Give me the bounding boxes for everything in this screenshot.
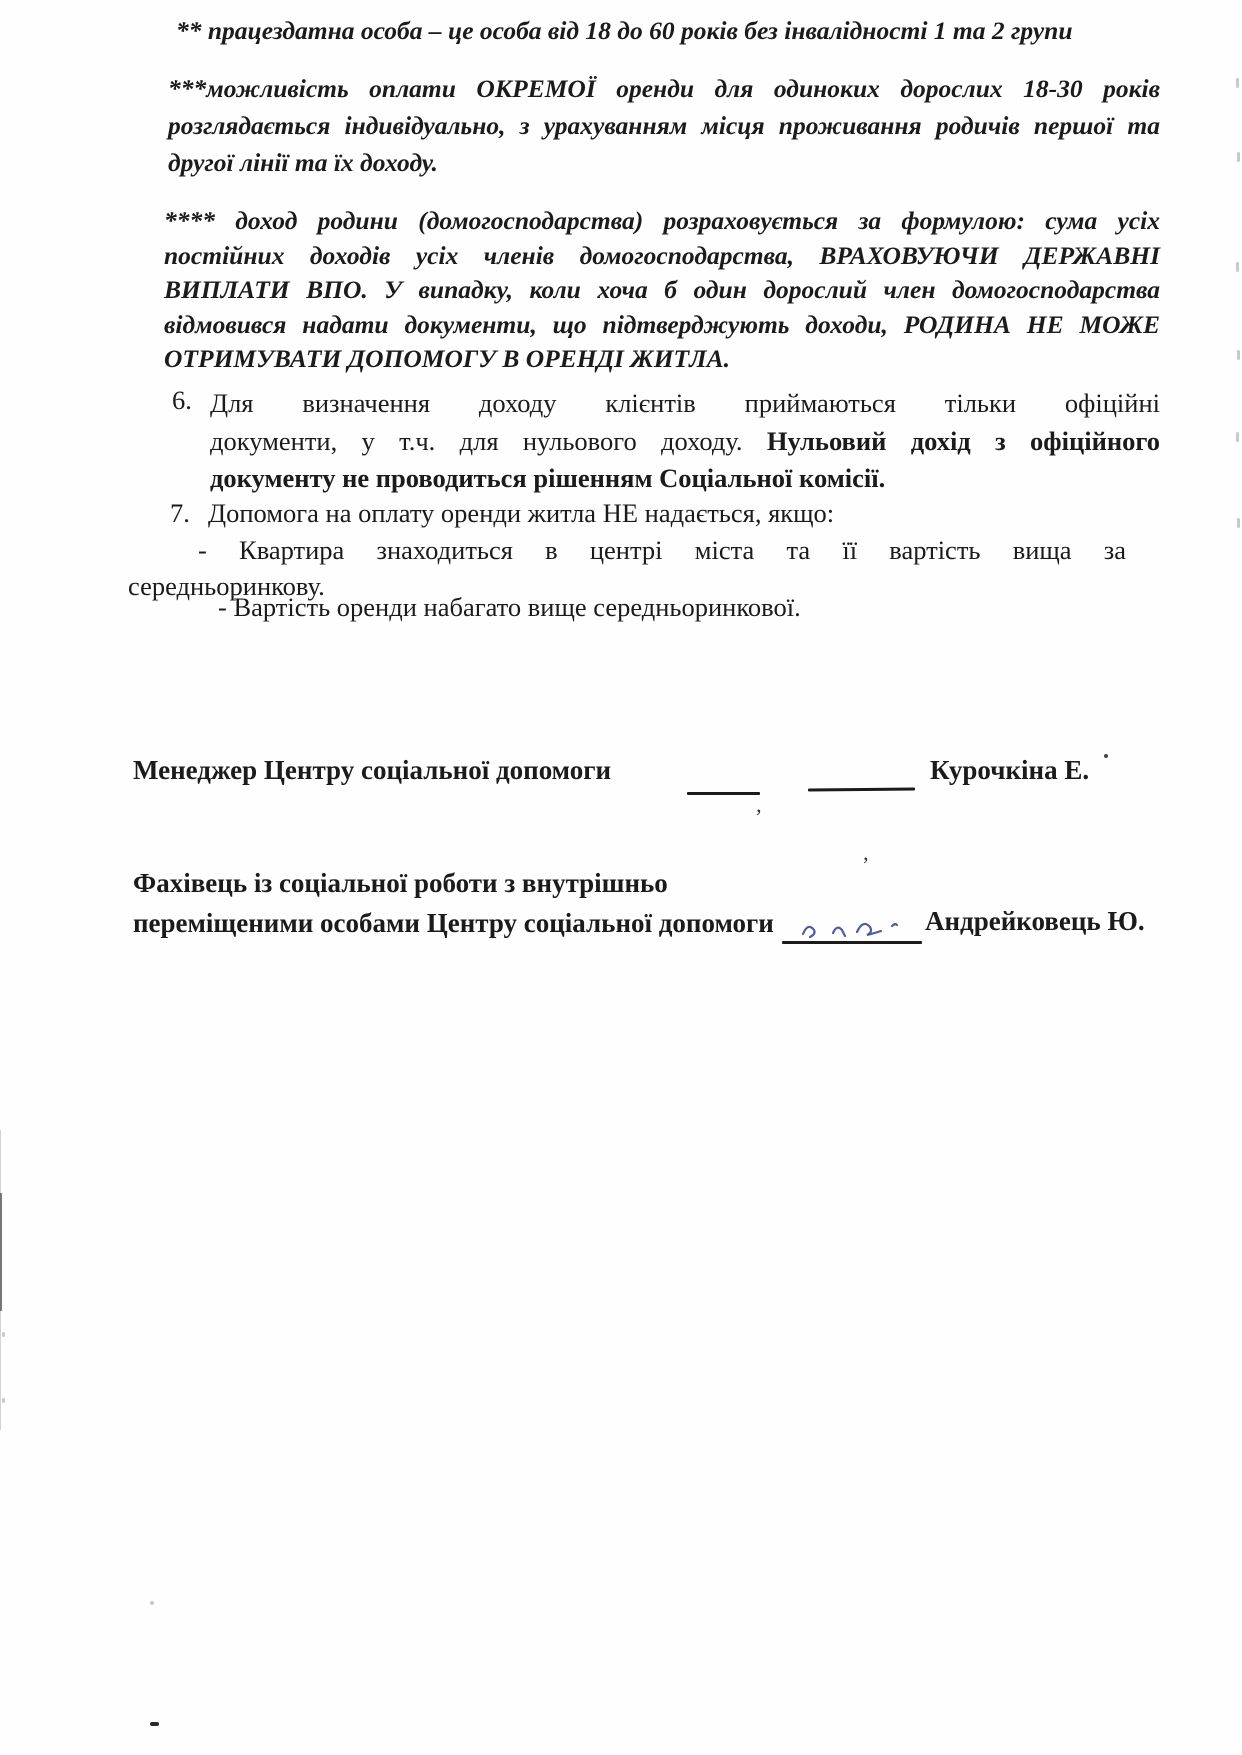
scan-artifact-dot (1237, 350, 1240, 360)
specialist-name: Андрейковець Ю. (925, 906, 1145, 936)
footnote-able-bodied: ** працездатна особа – це особа від 18 до 60 років без інвалідності 1 та 2 групи (176, 16, 1073, 45)
rule-city-center-line-2: середньоринкову. (128, 571, 325, 601)
footnote-line: ОТРИМУВАТИ ДОПОМОГУ В ОРЕНДІ ЖИТЛА. (164, 344, 731, 373)
item-6-text (210, 385, 1160, 498)
scan-artifact-dot (150, 1601, 154, 1605)
manager-role-label: Менеджер Центру соціальної допомоги (133, 755, 612, 785)
footnote-line: розглядається індивідуально, з урахуванням місця проживання родичів першої та (168, 111, 1160, 140)
scan-artifact-dot (1237, 152, 1240, 162)
footnote-line: відмовився надати документи, що підтверджують доходи, РОДИНА НЕ МОЖЕ (164, 309, 1160, 339)
item-6-line-1: Для визначення доходу клієнтів приймаються тільки офіційні (210, 388, 1160, 418)
footnote-separate-rent (168, 70, 1160, 181)
scan-artifact-dot (1236, 262, 1239, 272)
scan-artifact-comma: ‚ (755, 792, 763, 817)
footnote-line: ***можливість оплати ОКРЕМОЇ оренди для одиноких дорослих 18-30 років (168, 74, 1160, 103)
item-6-line-2-regular: документи, у т.ч. для нульового доходу. (210, 425, 743, 456)
rule-above-market: - Вартість оренди набагато вище середньоринкової. (218, 592, 801, 622)
manager-name: Курочкіна Е. (930, 755, 1090, 785)
scan-artifact-apostrophe: ’ (862, 852, 870, 877)
scanner-edge-line (0, 1193, 2, 1311)
footnote-line: постійних доходів усіх членів домогосподарства, ВРАХОВУЮЧИ ДЕРЖАВНІ (164, 240, 1160, 270)
footnote-line: ВИПЛАТИ ВПО. У випадку, коли хоча б один дорослий член домогосподарства (164, 275, 1160, 304)
scan-artifact-mark (150, 1722, 159, 1726)
scan-artifact-dot (1236, 432, 1239, 442)
scan-artifact-dot (1104, 754, 1108, 758)
item-6-line-2-bold: Нульовий дохід з офіційного (766, 425, 1160, 456)
item-7-text: Допомога на оплату оренди житла НЕ надається, якщо: (208, 498, 835, 528)
specialist-role-line-2: переміщеними особами Центру соціальної допомоги (133, 908, 774, 938)
footnote-line: **** доход родини (домогосподарства) розраховується за формулою: сума усіх (164, 206, 1160, 235)
item-6-number: 6. (172, 385, 192, 415)
item-6-line-2 (210, 423, 1160, 461)
specialist-role-line-1: Фахівець із соціальної роботи з внутрішньо (133, 868, 668, 898)
scan-artifact-dot (1237, 518, 1240, 528)
item-7-number: 7. (170, 498, 190, 528)
handwritten-signature (795, 912, 913, 942)
rule-city-center-line-1: - Квартира знаходиться в центрі міста та її вартість вища за (198, 535, 1126, 565)
scan-artifact-dot (2, 1332, 5, 1337)
footnote-line: другої лінії та їх доходу. (168, 148, 438, 177)
footnote-household-income (164, 204, 1160, 377)
item-6-line-3: документу не проводиться рішенням Соціальної комісії. (210, 463, 886, 493)
manager-signature-line-1 (687, 792, 760, 795)
scan-artifact-dot (2, 1398, 5, 1403)
scan-artifact-dot (1236, 78, 1239, 88)
manager-signature-line-2 (808, 787, 915, 791)
